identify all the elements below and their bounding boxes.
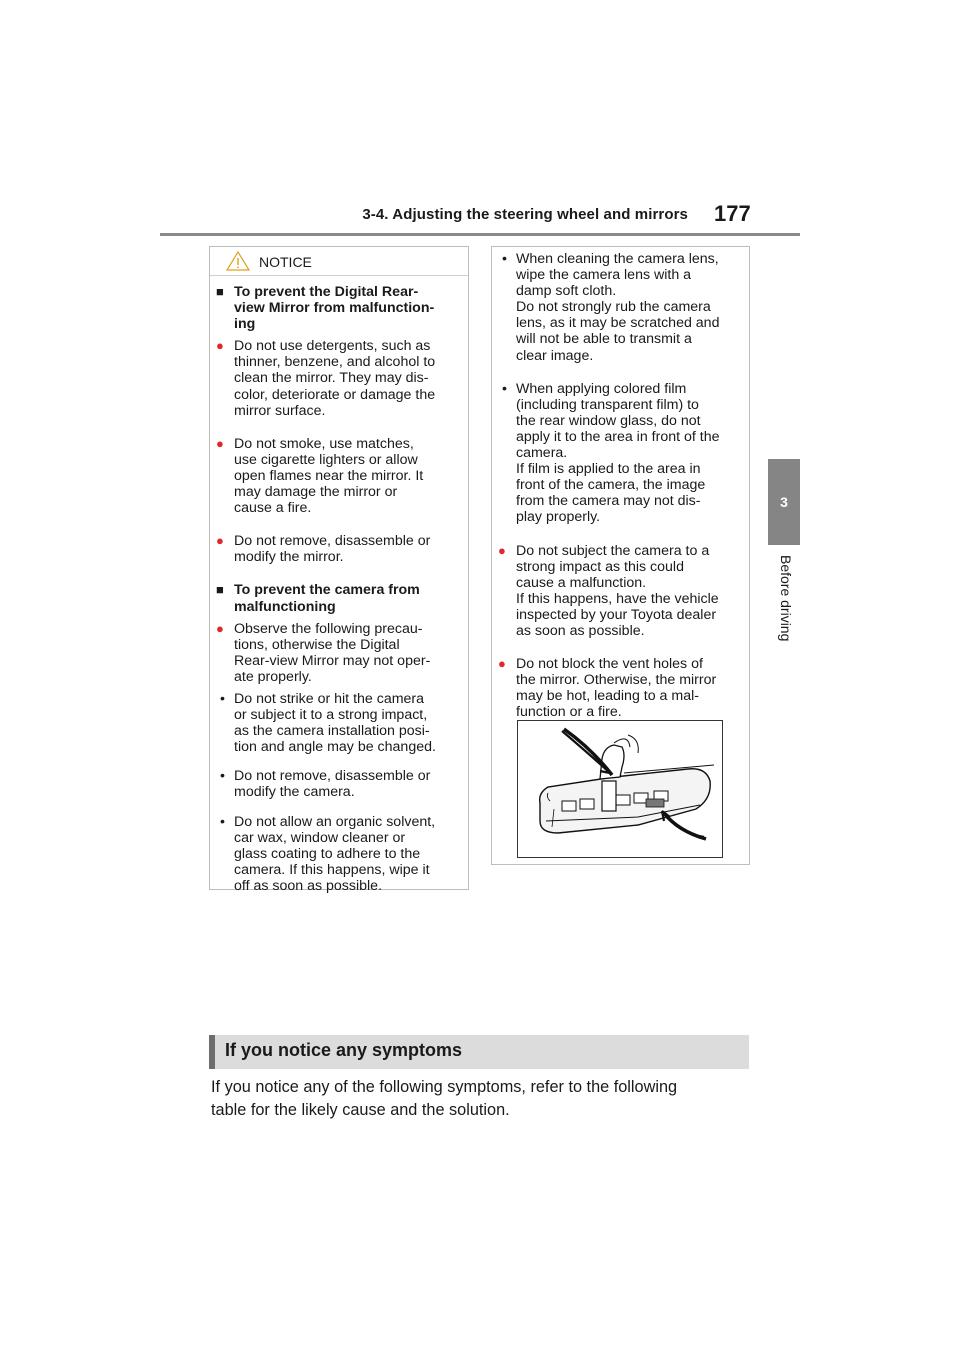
list-item <box>498 656 743 720</box>
text-line: ate properly. <box>234 668 312 685</box>
list-item <box>498 543 743 640</box>
text-line: damp soft cloth. <box>516 283 617 300</box>
text-line: car wax, window cleaner or <box>234 829 406 846</box>
notice-header <box>210 247 468 276</box>
page-number: 177 <box>714 201 751 226</box>
text-line: clean the mirror. They may dis- <box>234 370 429 387</box>
text-line: the mirror. Otherwise, the mirror <box>516 672 717 689</box>
section-heading-line: ■ To prevent the camera from <box>234 582 420 599</box>
text-line: lens, as it may be scratched and <box>516 315 720 332</box>
notice-content <box>210 284 468 894</box>
sub-bullet-item <box>216 814 462 894</box>
section-heading: If you notice any symptoms <box>225 1040 463 1060</box>
chapter-number: 3 <box>780 494 788 510</box>
text-line: Do not subject the camera to a <box>516 542 710 559</box>
chapter-label: Before driving <box>778 555 794 642</box>
text-line: tions, otherwise the Digital <box>234 636 400 653</box>
section-header-bar <box>209 1035 749 1069</box>
text-line: Do not block the vent holes of <box>516 656 703 673</box>
text-line: will not be able to transmit a <box>516 331 692 348</box>
bullet-icon: • <box>220 690 225 707</box>
text-line: Do not smoke, use matches, <box>234 435 414 452</box>
text-line: inspected by your Toyota dealer <box>516 606 717 623</box>
text-line: open flames near the mirror. It <box>234 467 424 484</box>
text-line: thinner, benzene, and alcohol to <box>234 354 436 371</box>
text-line: the rear window glass, do not <box>516 412 701 429</box>
text-line: color, deteriorate or damage the <box>234 386 436 403</box>
text-line: (including transparent film) to <box>516 396 699 413</box>
text-line: play properly. <box>516 509 601 526</box>
bullet-icon: • <box>220 813 225 830</box>
text-line: may damage the mirror or <box>234 484 398 501</box>
list-item <box>216 621 462 685</box>
text-line: table for the likely cause and the solution. <box>211 1100 510 1119</box>
header-rule <box>160 233 800 236</box>
text-line: as the camera installation posi- <box>234 723 430 740</box>
text-line: glass coating to adhere to the <box>234 845 421 862</box>
text-line: modify the camera. <box>234 784 355 801</box>
text-line: Do not allow an organic solvent, <box>234 813 436 830</box>
bullet-dot-icon: ● <box>216 533 224 549</box>
text-line: mirror surface. <box>234 402 326 419</box>
bullet-dot-icon: ● <box>216 620 224 636</box>
notice-content-continued <box>492 251 749 720</box>
text-line: If film is applied to the area in <box>516 461 701 478</box>
bullet-dot-icon: ● <box>216 435 224 451</box>
text-line: modify the mirror. <box>234 549 344 566</box>
sub-bullet-item <box>498 251 743 364</box>
text-line: strong impact as this could <box>516 558 684 575</box>
chapter-tab <box>768 459 800 545</box>
text-line: wipe the camera lens with a <box>516 267 692 284</box>
text-line: If this happens, have the vehicle <box>516 590 719 607</box>
bullet-icon: • <box>502 251 507 267</box>
text-line: front of the camera, the image <box>516 477 706 494</box>
section-heading-line: malfunctioning <box>234 598 336 615</box>
text-line: Do not strike or hit the camera <box>234 690 425 707</box>
bullet-icon: • <box>220 768 225 785</box>
text-line: When cleaning the camera lens, <box>516 251 719 267</box>
section-heading-camera <box>216 582 462 614</box>
section-heading-line: ■ To prevent the Digital Rear- <box>234 284 419 300</box>
bullet-dot-icon: ● <box>216 338 224 354</box>
text-line: cause a malfunction. <box>516 574 647 591</box>
text-line: When applying colored film <box>516 380 687 397</box>
intro-paragraph <box>211 1076 751 1121</box>
chapter-label-wrap <box>772 555 800 665</box>
section-heading-line: ing <box>234 316 256 333</box>
bullet-icon: • <box>502 380 507 397</box>
text-line: Do not remove, disassemble or <box>234 533 431 550</box>
text-line: cause a fire. <box>234 500 312 517</box>
text-line: as soon as possible. <box>516 622 645 639</box>
text-line: Do not remove, disassemble or <box>234 768 431 785</box>
sub-bullet-item <box>216 691 462 755</box>
text-line: camera. If this happens, wipe it <box>234 861 430 878</box>
list-item <box>216 436 462 516</box>
notice-box <box>209 246 469 894</box>
notice-heading: NOTICE <box>259 254 312 270</box>
text-line: or subject it to a strong impact, <box>234 707 428 724</box>
text-line: use cigarette lighters or allow <box>234 451 418 468</box>
text-line: Observe the following precau- <box>234 620 423 637</box>
text-line: apply it to the area in front of the <box>516 428 720 445</box>
warning-triangle-icon <box>226 251 250 280</box>
list-item <box>216 533 462 565</box>
list-item <box>216 338 462 418</box>
bullet-dot-icon: ● <box>498 656 506 672</box>
mirror-vent-illustration <box>517 720 723 858</box>
text-line: function or a fire. <box>516 704 622 721</box>
sub-bullet-item <box>216 768 462 800</box>
sub-bullet-item <box>498 381 743 526</box>
text-line: Do not use detergents, such as <box>234 338 431 355</box>
text-line: from the camera may not dis- <box>516 493 701 510</box>
text-line: may be hot, leading to a mal- <box>516 688 699 705</box>
section-heading-line: view Mirror from malfunction- <box>234 300 435 317</box>
bullet-dot-icon: ● <box>498 542 506 558</box>
header-title: 3-4. Adjusting the steering wheel and mirrors <box>362 206 688 223</box>
text-line: Rear-view Mirror may not oper- <box>234 652 431 669</box>
text-line: clear image. <box>516 347 594 364</box>
mirror-drawing <box>518 721 722 857</box>
text-line: If you notice any of the following symptoms, refer to the following <box>211 1078 678 1096</box>
text-line: tion and angle may be changed. <box>234 739 436 756</box>
section-heading-mirror <box>216 284 462 332</box>
text-line: off as soon as possible. <box>234 877 383 894</box>
text-line: camera. <box>516 445 568 462</box>
text-line: Do not strongly rub the camera <box>516 299 711 316</box>
